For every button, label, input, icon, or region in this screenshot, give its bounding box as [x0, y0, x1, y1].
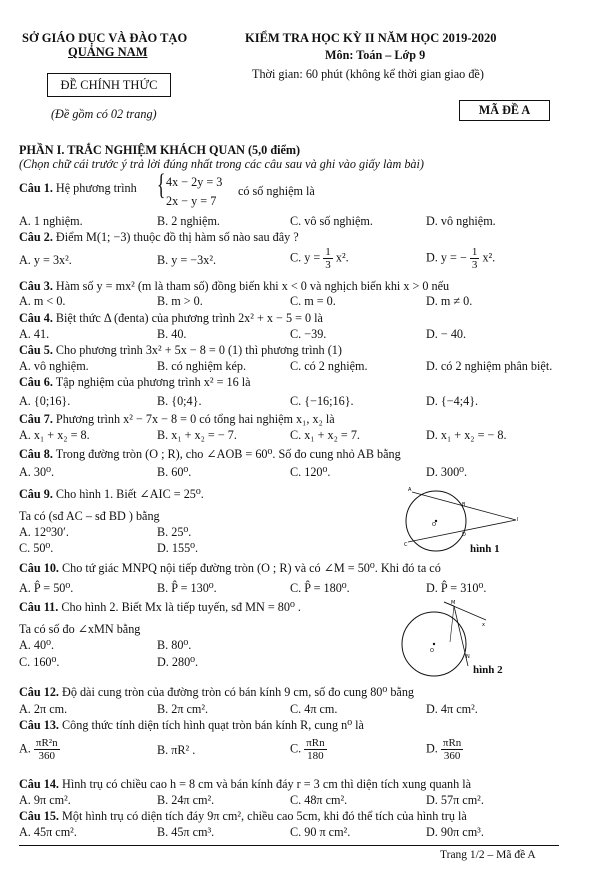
- question-6: [19, 375, 251, 390]
- option-b[interactable]: B. 60⁰.: [157, 465, 192, 479]
- option-c[interactable]: C. có 2 nghiệm.: [290, 359, 368, 373]
- label-i: I: [517, 517, 519, 523]
- fraction: $\frac{1}{3}$: [325, 246, 331, 271]
- question-text: Điểm M(1; −3) thuộc đồ thị hàm số nào sau đây ?: [55, 230, 299, 244]
- time-line: Thời gian: 60 phút (không kể thời gian giao đề): [252, 67, 484, 81]
- option-b[interactable]: B. y = −3x².: [157, 253, 217, 267]
- option-d[interactable]: D. vô nghiệm.: [426, 214, 496, 228]
- option-d[interactable]: D. {−4;4}.: [426, 394, 479, 408]
- question-label: Câu 14.: [19, 777, 59, 791]
- option-a[interactable]: A. m < 0.: [19, 294, 66, 308]
- label-o: O: [430, 648, 434, 654]
- system-eq2: 2x − y = 7: [166, 194, 217, 208]
- official-stamp: ĐỀ CHÍNH THỨC: [47, 73, 171, 97]
- department-name: SỞ GIÁO DỤC VÀ ĐÀO TẠO: [22, 31, 188, 45]
- option-d[interactable]: D. − 40.: [426, 327, 467, 341]
- label-c: C: [404, 542, 408, 548]
- option-a[interactable]: A. 9π cm².: [19, 793, 71, 807]
- system-eq1: 4x − 2y = 3: [166, 175, 223, 189]
- option-a[interactable]: A. 2π cm.: [19, 702, 68, 716]
- label-a: A: [408, 487, 412, 493]
- option-d[interactable]: D. có 2 nghiệm phân biệt.: [426, 359, 553, 373]
- question-text: Độ dài cung tròn của đường tròn có bán kính 9 cm, số đo cung 80⁰ bằng: [62, 685, 415, 699]
- question-label: Câu 9.: [19, 487, 53, 501]
- option-d[interactable]: [426, 246, 495, 271]
- pages-note: (Đề gồm có 02 trang): [51, 107, 157, 121]
- question-text: Hình trụ có chiều cao h = 8 cm và bán kính đáy r = 3 cm thì diện tích xung quanh là: [62, 777, 472, 791]
- question-label: Câu 1.: [19, 181, 53, 195]
- question-text: Tập nghiệm của phương trình x² = 16 là: [55, 375, 251, 389]
- system-brace: {: [156, 168, 166, 201]
- fraction: $\frac{\text{πRn}}{360}$: [442, 737, 462, 762]
- option-b[interactable]: B. m > 0.: [157, 294, 203, 308]
- label-d: D: [462, 532, 466, 538]
- label-x: x: [482, 622, 485, 628]
- label-o: O: [432, 522, 436, 528]
- option-b[interactable]: B. x₁ + x₂ = − 7.: [157, 428, 237, 442]
- question-text: Công thức tính diện tích hình quạt tròn bán kính R, cung n⁰ là: [62, 718, 364, 732]
- question-text: Phương trình x² − 7x − 8 = 0 có tổng hai nghiệm x₁, x₂ là: [55, 412, 335, 426]
- question-label: Câu 12.: [19, 685, 59, 699]
- option-b[interactable]: B. 2 nghiệm.: [157, 214, 220, 228]
- option-letter: A.: [19, 741, 31, 756]
- option-a[interactable]: A. 12⁰30′.: [19, 525, 69, 539]
- option-a[interactable]: A. {0;16}.: [19, 394, 71, 408]
- question-15: [19, 809, 467, 824]
- exam-title: KIỂM TRA HỌC KỲ II NĂM HỌC 2019-2020: [245, 31, 497, 45]
- question-text: Một hình trụ có diện tích đáy 9π cm², chiều cao 5cm, khi đó thể tích của hình trụ là: [62, 809, 467, 823]
- question-9-line2: Ta có (sđ AC – sđ BD ) bằng: [19, 509, 160, 523]
- option-b[interactable]: B. 25⁰.: [157, 525, 192, 539]
- option-a[interactable]: A. 1 nghiệm.: [19, 214, 83, 228]
- question-11: [19, 600, 301, 615]
- question-text: Trong đường tròn (O ; R), cho ∠AOB = 60⁰. Số đo cung nhỏ AB bằng: [55, 447, 401, 461]
- fraction: $\frac{\text{πRn}}{180}$: [306, 737, 325, 762]
- question-3: [19, 279, 449, 294]
- question-5: [19, 343, 342, 358]
- question-label: Câu 6.: [19, 375, 53, 389]
- option-a[interactable]: A. 45π cm².: [19, 825, 77, 839]
- option-letter: D.: [426, 741, 438, 756]
- option-c-suffix: x².: [335, 250, 349, 265]
- province-name: QUẢNG NAM: [68, 45, 148, 59]
- option-a[interactable]: A. P̂ = 50⁰.: [19, 581, 74, 595]
- question-1: [19, 181, 137, 196]
- option-c[interactable]: C. 120⁰.: [290, 465, 331, 479]
- question-label: Câu 5.: [19, 343, 53, 357]
- option-c[interactable]: C. 90 π cm².: [290, 825, 351, 839]
- option-a[interactable]: A. x₁ + x₂ = 8.: [19, 428, 90, 442]
- label-n: N: [466, 654, 470, 660]
- footer-divider: [19, 845, 559, 846]
- option-d-prefix: D. y = −: [426, 250, 467, 265]
- option-d[interactable]: D. P̂ = 310⁰.: [426, 581, 487, 595]
- option-c[interactable]: C. −39.: [290, 327, 327, 341]
- option-a[interactable]: [19, 737, 60, 762]
- page-footer: Trang 1/2 – Mã đề A: [440, 849, 536, 861]
- option-a[interactable]: A. 40⁰.: [19, 638, 55, 652]
- question-text: Biệt thức Δ (đenta) của phương trình 2x² + x − 5 = 0 là: [55, 311, 323, 325]
- option-c-prefix: C. y =: [290, 250, 321, 265]
- option-b[interactable]: B. 24π cm².: [157, 793, 215, 807]
- option-c[interactable]: C. {−16;16}.: [290, 394, 354, 408]
- question-text: Cho hình 1. Biết ∠AIC = 25⁰.: [55, 487, 204, 501]
- question-4: [19, 311, 323, 326]
- option-b[interactable]: B. 45π cm³.: [157, 825, 215, 839]
- question-12: [19, 685, 414, 700]
- label-b: B: [462, 502, 466, 508]
- option-b[interactable]: B. 40.: [157, 327, 187, 341]
- option-a[interactable]: A. 41.: [19, 327, 50, 341]
- option-b[interactable]: B. có nghiệm kép.: [157, 359, 247, 373]
- exam-code: MÃ ĐỀ A: [459, 100, 550, 121]
- option-c[interactable]: C. P̂ = 180⁰.: [290, 581, 350, 595]
- question-tail: có số nghiệm là: [238, 184, 315, 198]
- figure-1-caption: hình 1: [470, 543, 500, 555]
- subject-line: Môn: Toán – Lớp 9: [325, 48, 426, 62]
- option-d[interactable]: D. m ≠ 0.: [426, 294, 473, 308]
- question-text: Hàm số y = mx² (m là tham số) đồng biến khi x < 0 và nghịch biến khi x > 0 nếu: [55, 279, 450, 293]
- question-text: Hệ phương trình: [55, 181, 137, 195]
- option-c[interactable]: [290, 246, 349, 271]
- question-label: Câu 10.: [19, 561, 59, 575]
- option-c[interactable]: C. 48π cm².: [290, 793, 348, 807]
- option-d[interactable]: D. 280⁰.: [157, 655, 199, 669]
- question-label: Câu 7.: [19, 412, 53, 426]
- question-label: Câu 3.: [19, 279, 53, 293]
- part1-instruction: (Chọn chữ cái trước ý trả lời đúng nhất trong các câu sau và ghi vào giấy làm bài): [19, 157, 424, 171]
- question-text: Cho tứ giác MNPQ nội tiếp đường tròn (O ; R) và có ∠M = 50⁰. Khi đó ta có: [62, 561, 441, 575]
- option-c[interactable]: C. x₁ + x₂ = 7.: [290, 428, 360, 442]
- option-c[interactable]: C. vô số nghiệm.: [290, 214, 373, 228]
- option-b[interactable]: B. P̂ = 130⁰.: [157, 581, 217, 595]
- question-7: [19, 412, 335, 427]
- question-11-line2: Ta có số đo ∠xMN bằng: [19, 622, 141, 636]
- option-d-suffix: x².: [482, 250, 496, 265]
- fraction: $\frac{\text{πR²n}}{360}$: [35, 737, 58, 762]
- figure-2-caption: hình 2: [473, 664, 503, 676]
- option-letter: C.: [290, 741, 302, 756]
- question-2: [19, 230, 299, 245]
- question-label: Câu 15.: [19, 809, 59, 823]
- option-a[interactable]: A. vô nghiệm.: [19, 359, 89, 373]
- question-text: Cho hình 2. Biết Mx là tiếp tuyến, sđ MN = 80⁰ .: [61, 600, 301, 614]
- option-d[interactable]: D. 57π cm².: [426, 793, 484, 807]
- question-13: [19, 718, 364, 733]
- label-m: M: [451, 600, 456, 606]
- option-d[interactable]: [426, 737, 463, 762]
- question-label: Câu 13.: [19, 718, 59, 732]
- option-d[interactable]: D. 90π cm³.: [426, 825, 484, 839]
- option-c[interactable]: C. 4π cm.: [290, 702, 338, 716]
- figure-1-diagram: [400, 484, 525, 556]
- question-10: [19, 561, 441, 576]
- option-c[interactable]: C. 50⁰.: [19, 541, 54, 555]
- question-text: Cho phương trình 3x² + 5x − 8 = 0 (1) thì phương trình (1): [55, 343, 342, 357]
- question-label: Câu 8.: [19, 447, 53, 461]
- question-label: Câu 2.: [19, 230, 53, 244]
- option-b[interactable]: B. 80⁰.: [157, 638, 192, 652]
- option-d[interactable]: D. 300⁰.: [426, 465, 468, 479]
- option-b[interactable]: B. 2π cm².: [157, 702, 209, 716]
- fraction: $\frac{1}{3}$: [471, 246, 478, 271]
- question-label: Câu 4.: [19, 311, 53, 325]
- option-b[interactable]: B. πR² .: [157, 743, 196, 757]
- option-c[interactable]: [290, 737, 327, 762]
- question-9: [19, 487, 204, 502]
- option-a[interactable]: A. 30⁰.: [19, 465, 55, 479]
- option-c[interactable]: C. m = 0.: [290, 294, 336, 308]
- question-14: [19, 777, 471, 792]
- option-c[interactable]: C. 160⁰.: [19, 655, 60, 669]
- option-d[interactable]: D. 4π cm².: [426, 702, 478, 716]
- part1-title: PHẦN I. TRẮC NGHIỆM KHÁCH QUAN (5,0 điểm): [19, 143, 301, 157]
- question-label: Câu 11.: [19, 600, 59, 614]
- option-d[interactable]: D. 155⁰.: [157, 541, 199, 555]
- question-8: [19, 447, 401, 462]
- option-b[interactable]: B. {0;4}.: [157, 394, 202, 408]
- option-a[interactable]: A. y = 3x².: [19, 253, 72, 267]
- option-d[interactable]: D. x₁ + x₂ = − 8.: [426, 428, 507, 442]
